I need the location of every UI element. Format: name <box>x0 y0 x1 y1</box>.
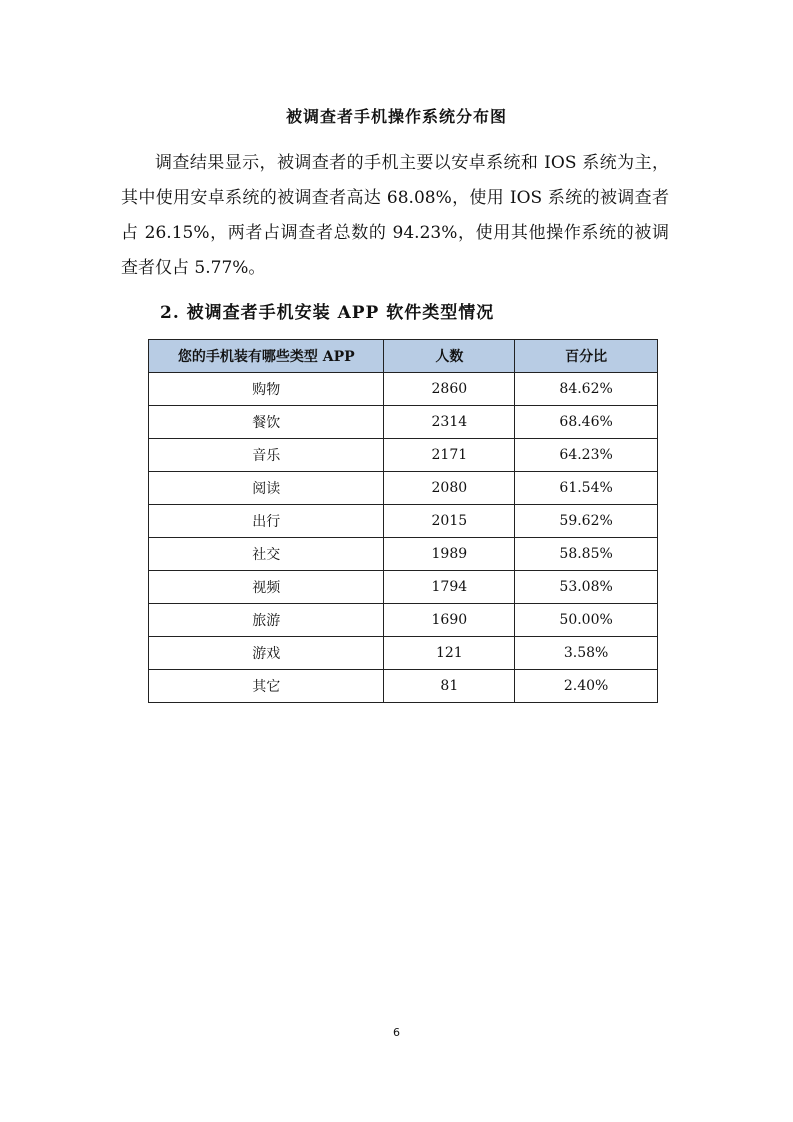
cell-app-type: 出行 <box>149 505 384 538</box>
cell-count: 81 <box>384 670 515 703</box>
cell-app-type: 旅游 <box>149 604 384 637</box>
cell-app-type: 购物 <box>149 373 384 406</box>
cell-count: 2080 <box>384 472 515 505</box>
table-row <box>149 472 658 505</box>
header-percent: 百分比 <box>515 340 658 373</box>
table-row <box>149 604 658 637</box>
cell-percent: 50.00% <box>515 604 658 637</box>
cell-count: 121 <box>384 637 515 670</box>
table-row <box>149 538 658 571</box>
cell-app-type: 阅读 <box>149 472 384 505</box>
page-number: 6 <box>393 1026 400 1039</box>
body-paragraph: 调查结果显示，被调查者的手机主要以安卓系统和 IOS 系统为主，其中使用安卓系统的被调查者高达 68.08%，使用 IOS 系统的被调查者占 26.15%，两者占调查者总数的 94.23%，使用其他操作系统的被调查者仅占 5.77%。 <box>121 153 669 278</box>
cell-app-type: 其它 <box>149 670 384 703</box>
cell-count: 2171 <box>384 439 515 472</box>
cell-percent: 64.23% <box>515 439 658 472</box>
app-type-table <box>148 339 658 703</box>
table-row <box>149 505 658 538</box>
cell-percent: 2.40% <box>515 670 658 703</box>
cell-count: 2314 <box>384 406 515 439</box>
table-row <box>149 670 658 703</box>
cell-percent: 84.62% <box>515 373 658 406</box>
cell-app-type: 音乐 <box>149 439 384 472</box>
table-row <box>149 439 658 472</box>
cell-app-type: 社交 <box>149 538 384 571</box>
cell-percent: 58.85% <box>515 538 658 571</box>
cell-app-type: 游戏 <box>149 637 384 670</box>
cell-percent: 61.54% <box>515 472 658 505</box>
cell-percent: 3.58% <box>515 637 658 670</box>
header-app-type: 您的手机装有哪些类型 APP <box>149 340 384 373</box>
cell-percent: 59.62% <box>515 505 658 538</box>
cell-count: 1690 <box>384 604 515 637</box>
table-row <box>149 637 658 670</box>
cell-count: 2015 <box>384 505 515 538</box>
figure-caption: 被调查者手机操作系统分布图 <box>285 107 507 126</box>
cell-percent: 53.08% <box>515 571 658 604</box>
cell-app-type: 视频 <box>149 571 384 604</box>
table-header-row <box>149 340 658 373</box>
table-row <box>149 406 658 439</box>
cell-count: 2860 <box>384 373 515 406</box>
table-row <box>149 571 658 604</box>
section-heading: 2. 被调查者手机安装 APP 软件类型情况 <box>160 303 495 323</box>
cell-count: 1794 <box>384 571 515 604</box>
table-row <box>149 373 658 406</box>
header-count: 人数 <box>384 340 515 373</box>
cell-percent: 68.46% <box>515 406 658 439</box>
cell-app-type: 餐饮 <box>149 406 384 439</box>
cell-count: 1989 <box>384 538 515 571</box>
